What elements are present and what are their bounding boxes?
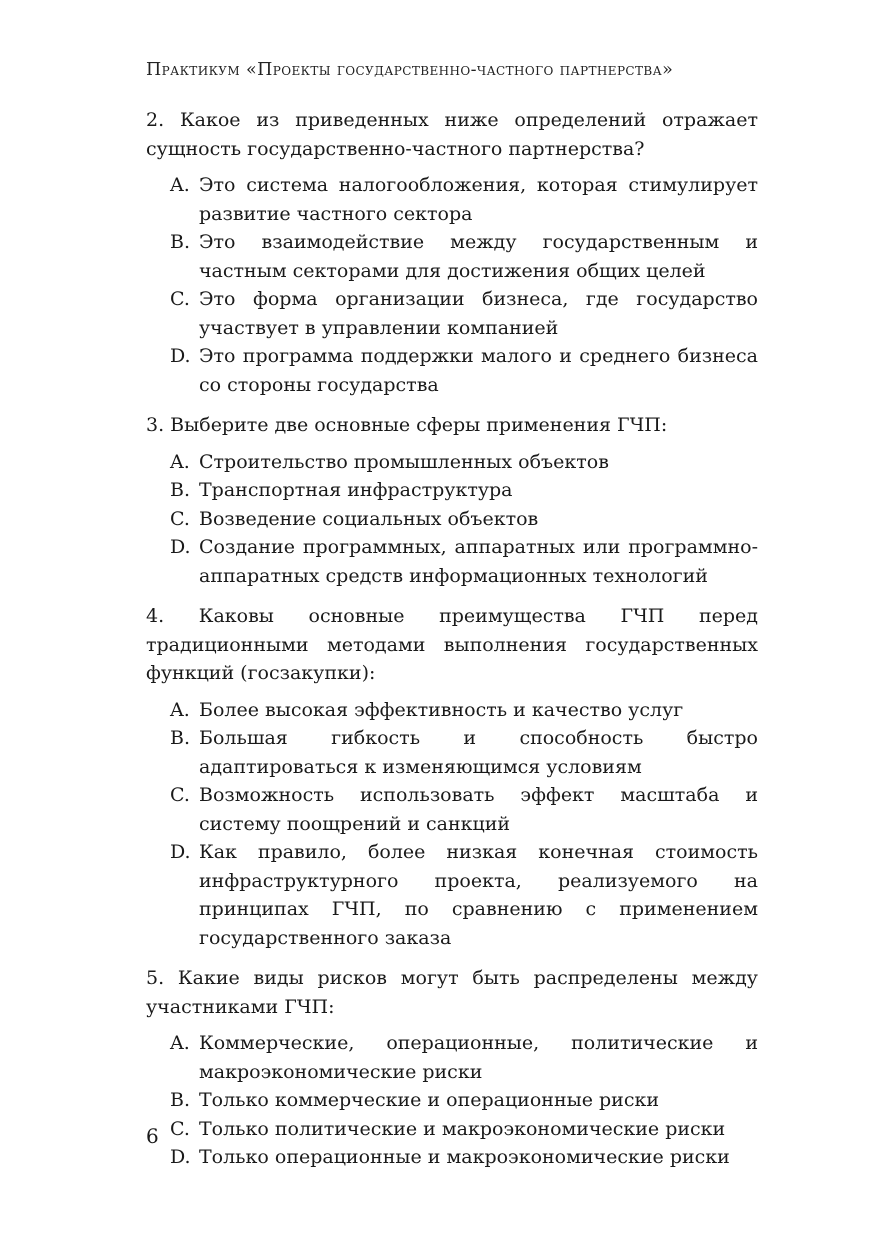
option [146,696,758,725]
option-letter: D. [170,1146,191,1168]
option-letter: B. [170,479,191,501]
option-letter: D. [170,536,191,558]
option-letter: A. [170,1032,190,1054]
option-text: Это программа поддержки малого и среднего бизнеса со стороны государства [199,345,758,396]
option-text: Возможность использовать эффект масштаба и систему поощрений и санкций [199,784,758,835]
option [146,838,758,952]
option-text: Это взаимодействие между государственным и частным секторами для достижения общих целей [199,231,758,282]
option-letter: C. [170,288,190,310]
option-letter: C. [170,784,190,806]
option [146,476,758,505]
option [146,171,758,228]
option-list [146,171,758,399]
option [146,505,758,534]
question-3 [146,411,758,590]
option [146,533,758,590]
option-letter: B. [170,1089,191,1111]
option-letter: A. [170,174,190,196]
option [146,1029,758,1086]
option-letter: B. [170,231,191,253]
option-letter: C. [170,1117,190,1140]
option [146,724,758,781]
question-text: 3. Выберите две основные сферы применения ГЧП: [146,414,668,436]
question-list [146,106,758,1184]
option-text: Только коммерческие и операционные риски [199,1089,660,1111]
option-text: Создание программных, аппаратных или программно-аппаратных средств информационных технологий [199,536,758,587]
question-text: 2. Какое из приведенных ниже определений отражает сущность государственно-частного партнерства? [146,109,758,160]
option-list [146,448,758,591]
option [146,1143,758,1172]
option-text: Только операционные и макроэкономические риски [199,1146,730,1168]
option-text: Более высокая эффективность и качество услуг [199,698,684,721]
running-head: Практикум «Проекты государственно-частного партнерства» [146,60,674,80]
option [146,342,758,399]
option-letter: B. [170,727,191,749]
option-text: Это система налогообложения, которая стимулирует развитие частного сектора [199,174,758,225]
question-5 [146,964,758,1172]
option-letter: A. [170,450,190,473]
option-letter: C. [170,507,190,530]
option-text: Коммерческие, операционные, политические и макроэкономические риски [199,1032,758,1083]
option-text: Это форма организации бизнеса, где государство участвует в управлении компанией [199,288,758,339]
question-4 [146,602,758,952]
question-text: 5. Какие виды рисков могут быть распределены между участниками ГЧП: [146,967,758,1018]
option [146,228,758,285]
option-text: Как правило, более низкая конечная стоимость инфраструктурного проекта, реализуемого на принципах ГЧП, по сравнению с применением государственного заказа [199,841,758,949]
option [146,448,758,477]
option-letter: A. [170,698,190,721]
option-text: Строительство промышленных объектов [199,450,609,473]
option [146,1086,758,1115]
question-2 [146,106,758,399]
option [146,285,758,342]
option-text: Только политические и макроэкономические риски [199,1117,726,1140]
option-text: Транспортная инфраструктура [199,479,513,501]
option-letter: D. [170,841,191,863]
question-text: 4. Каковы основные преимущества ГЧП перед традиционными методами выполнения государственных функций (госзакупки): [146,605,758,684]
option [146,781,758,838]
page-number: 6 [146,1124,159,1148]
option-text: Большая гибкость и способность быстро адаптироваться к изменяющимся условиям [199,727,758,778]
option-list [146,696,758,953]
option-list [146,1029,758,1172]
option-letter: D. [170,345,191,367]
option [146,1115,758,1144]
option-text: Возведение социальных объектов [199,507,539,530]
